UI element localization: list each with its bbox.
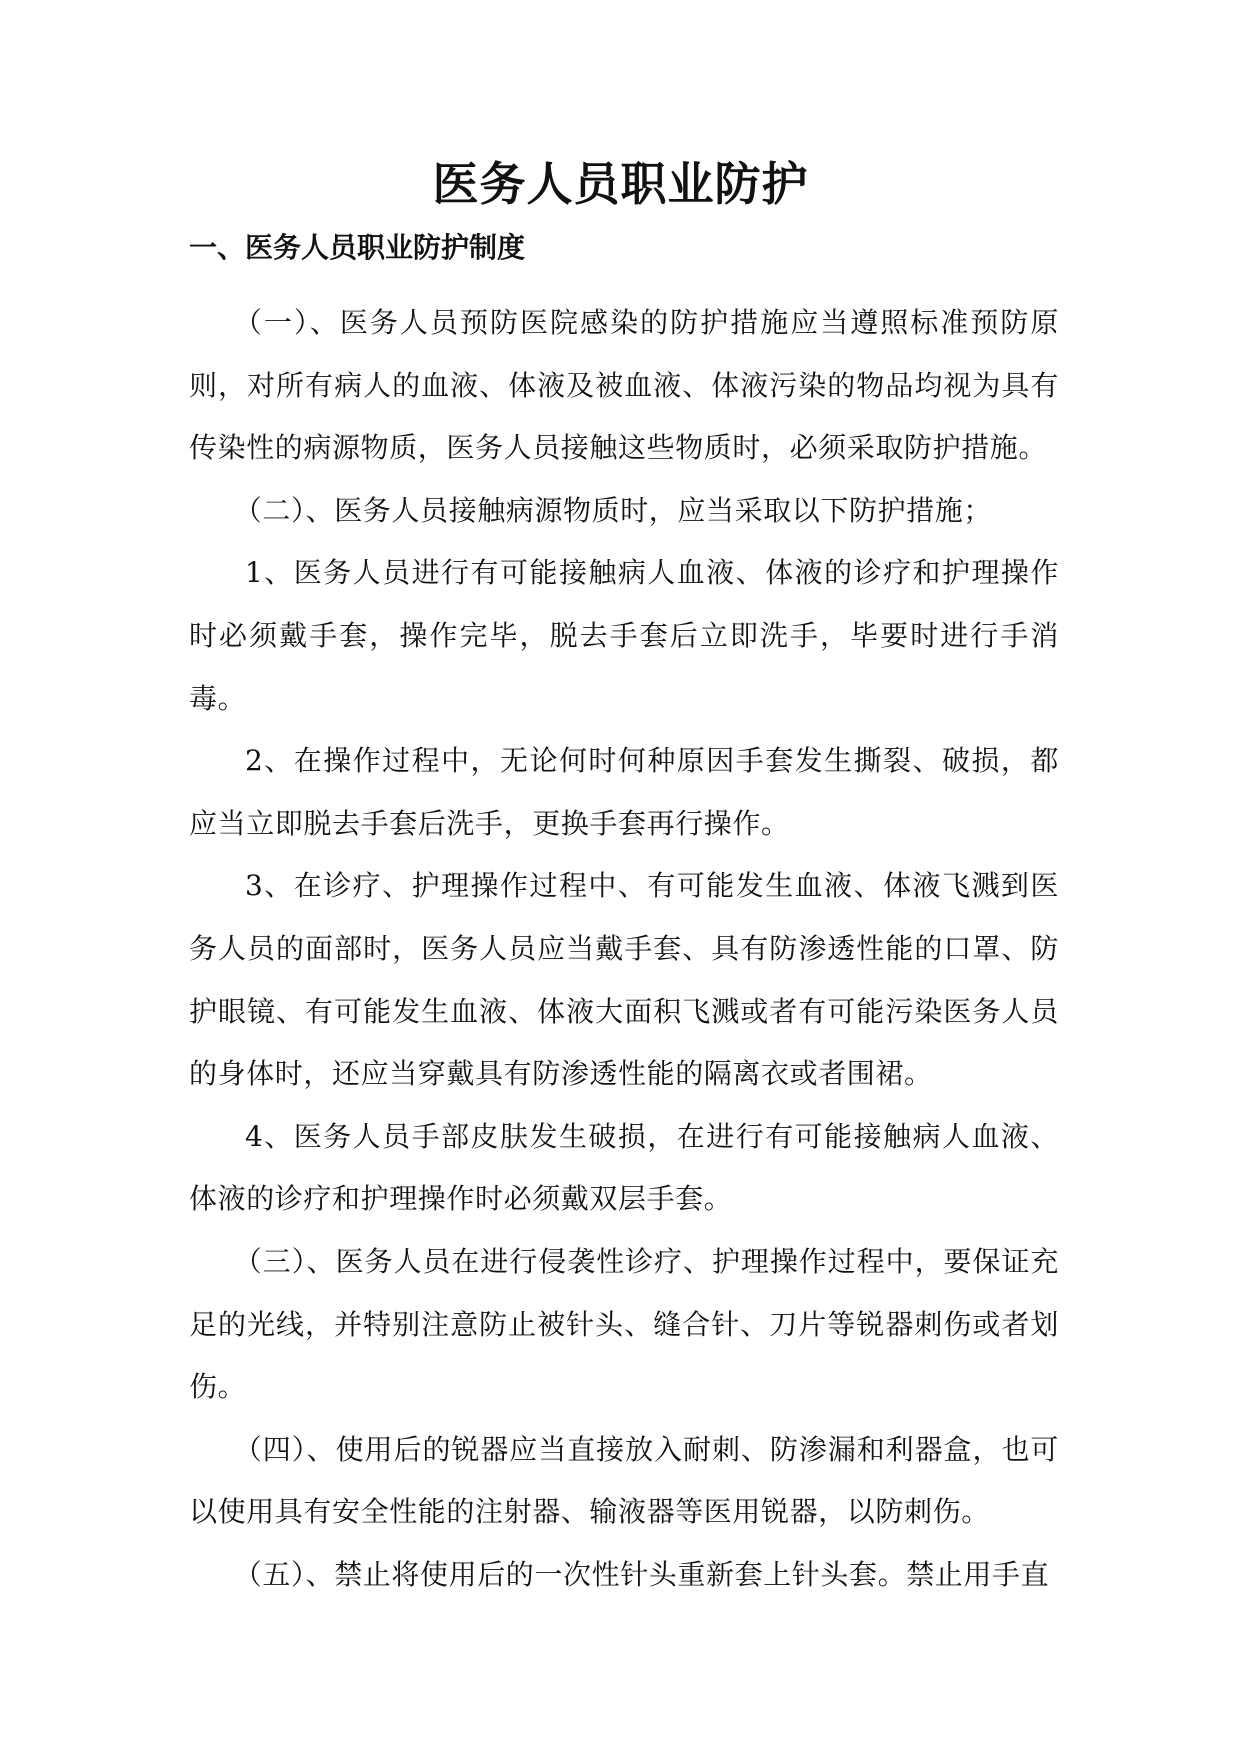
paragraph-2: （二）、医务人员接触病源物质时，应当采取以下防护措施； [233, 493, 992, 527]
paragraph-9: （五）、禁止将使用后的一次性针头重新套上针头套。禁止用手直 [233, 1557, 1050, 1591]
section-heading: 一、医务人员职业防护制度 [189, 231, 526, 264]
paragraph-4: 2、在操作过程中，无论何时何种原因手套发生撕裂、破损，都应当立即脱去手套后洗手，更换手套再行操作。 [189, 744, 1059, 840]
paragraph-1: （一）、医务人员预防医院感染的防护措施应当遵照标准预防原则，对所有病人的血液、体液及被血液、体液污染的物品均视为具有传染性的病源物质，医务人员接触这些物质时，必须采取防护措施。 [189, 306, 1059, 465]
paragraph-5: 3、在诊疗、护理操作过程中、有可能发生血液、体液飞溅到医务人员的面部时，医务人员应当戴手套、具有防渗透性能的口罩、防护眼镜、有可能发生血液、体液大面积飞溅或者有可能污染医务人员的身体时，还应当穿戴具有防渗透性能的隔离衣或者围裙。 [189, 869, 1059, 1091]
paragraph-7: （三）、医务人员在进行侵袭性诊疗、护理操作过程中，要保证充足的光线，并特别注意防止被针头、缝合针、刀片等锐器刺伤或者划伤。 [189, 1244, 1059, 1404]
paragraph-3: 1、医务人员进行有可能接触病人血液、体液的诊疗和护理操作时必须戴手套，操作完毕，脱去手套后立即洗手，毕要时进行手消毒。 [189, 556, 1059, 715]
paragraph-8: （四）、使用后的锐器应当直接放入耐刺、防渗漏和利器盒，也可以使用具有安全性能的注射器、输液器等医用锐器，以防刺伤。 [189, 1432, 1059, 1529]
paragraph-6: 4、医务人员手部皮肤发生破损，在进行有可能接触病人血液、体液的诊疗和护理操作时必须戴双层手套。 [189, 1119, 1059, 1216]
document-title: 医务人员职业防护 [432, 157, 809, 211]
document-body [189, 292, 1059, 1606]
